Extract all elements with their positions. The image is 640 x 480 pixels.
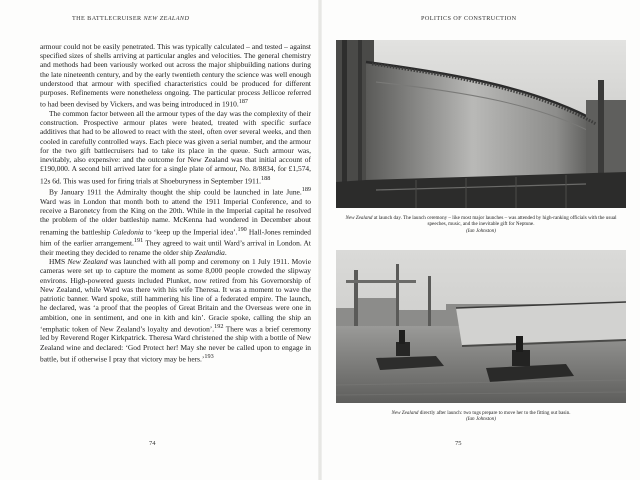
paragraph: By January 1911 the Admiralty thought the ship could be launched in late June.$^{189}$ Ward was in London that month both to attend the 1911 Imperial Conference, and to receive a Baronetcy from the King on the 20th. While in the Imperial capital he resolved the problem of the older battleship name. McKenna had wondered in December about renaming the battleship Caledonia to ‘keep up the Imperial idea’.$^{190}$ Hall-Jones reminded him of the earlier arrangement.$^{191}$ They agreed to wait until Ward’s arrival in London. At their meeting they decided to rename the older ship Zealandia. [40, 186, 312, 258]
photo-credit: (Ian Johnston) [466, 227, 496, 234]
paragraph: armour could not be easily penetrated. This was typically calculated – and tested – against specified sizes of shells arriving at particular angles and velocities. The general chemistry and methods had been variously worked out across the major shipbuilding nations during the late nineteenth century, and by the early twentieth century the science was well enough understood that armour with specified characteristics could be produced for different purposes. Refinements were nonetheless ongoing. The particular process Jellicoe referred to had been devised by Vickers, and was being introduced in 1910.$^{187}$ [40, 42, 311, 109]
photo-after-launch [336, 250, 626, 403]
photo-launch-day [336, 40, 626, 208]
page-number-left: 74 [149, 440, 156, 447]
page-number-right: 75 [455, 440, 462, 447]
body-text [40, 42, 311, 364]
right-page [320, 0, 640, 480]
caption-launch-day: New Zealand at launch day. The launch ceremony – like most major launches – was attended by high-ranking officials with the usual speeches, music, and the inevitable gift for Neptune. (Ian Johnston) [345, 215, 617, 234]
paragraph: HMS New Zealand was launched with all pomp and ceremony on 1 July 1911. Movie cameras were set up to capture the moment as some 8,000 people crowded the slipway environs. High-powered guests included Plunket, now retired from his Governorship of New Zealand, while Ward was there with his wife Theresa. It was a moment to wave the patriotic banner. Ward spoke, still hammering his line of a federated empire. The launch, he declared, was ‘a proof that the peoples of Great Britain and the Overseas were one in ambition, one in sentiment, and one in kith and kin’. Gracie spoke, calling the ship an ‘emphatic token of New Zealand’s loyalty and devotion’.$^{192}$ There was a brief ceremony led by Reverend Roger Kirkpatrick. Theresa Ward christened the ship with a bottle of New Zealand wine and declared: ‘God Protect her! May she never be called upon to engage in battle, but if otherwise I pray that victory may be hers.’$^{193}$ [40, 257, 312, 364]
running-head-left: THE BATTLECRUISER NEW ZEALAND [72, 15, 190, 22]
photo-credit: (Ian Johnston) [466, 416, 496, 423]
running-head-right: POLITICS OF CONSTRUCTION [421, 15, 517, 22]
caption-after-launch: New Zealand directly after launch: two tugs prepare to move her to the fitting out basin. (Ian Johnston) [391, 410, 571, 423]
paragraph: The common factor between all the armour types of the day was the complexity of their construction. Prospective armour plates were heated, treated with specific surface additives that had to be allowed to react with the steel, often over several weeks, and then cooled in carefully controlled ways. Each piece was given a serial number, and the armour for the two gift battlecruisers had to take its place in the queue. Such armour was, inevitably, also expensive: and the outcome for New Zealand was that initial account of £190,000. A second bill arrived later for a single plate of armour, No. 8/8834, for £1,574, 12s 6d. This was used for firing trials at Shoeburyness in September 1911.$^{188}$ [40, 109, 311, 186]
